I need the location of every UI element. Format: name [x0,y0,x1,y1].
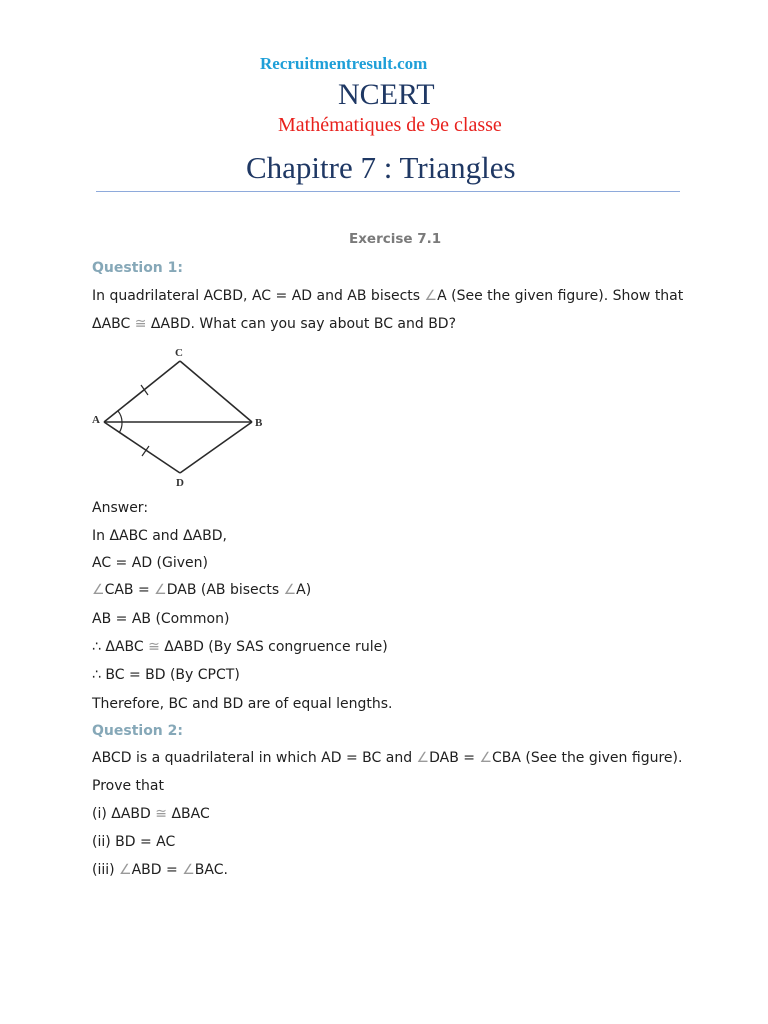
q2-text-segment: ABCD is a quadrilateral in which AD = BC and [92,750,417,766]
q1-text-segment: A (See the given figure). Show that [437,288,684,304]
answer-line-4: AB = AB (Common) [92,611,230,627]
q2-text-segment: (i) ΔABD [92,806,156,822]
answer-line-5 [92,637,388,657]
angle-arc-dab [119,422,122,433]
answer-line-1: In ΔABC and ΔABD, [92,528,227,544]
q1-text-segment: ΔABD. What can you say about BC and BD? [146,316,457,332]
question-1-text-line-2 [92,314,456,334]
q2-text-segment: BAC. [194,862,228,878]
congruent-symbol: ≅ [134,316,147,332]
tick-mark-ac [141,385,148,395]
question-2-text-line-1 [92,748,682,768]
answer-text-segment: ΔABC [100,639,149,655]
q2-text-segment: ΔBAC [167,806,210,822]
answer-text-segment: A) [296,582,312,598]
exercise-title: Exercise 7.1 [349,231,442,247]
question-2-part-1 [92,804,210,824]
question-1-text-line-1 [92,286,683,306]
question-2-text-line-2: Prove that [92,778,164,794]
quadrilateral-acbd-figure [88,340,278,490]
answer-text-segment: CAB = [104,582,155,598]
answer-heading: Answer: [92,500,149,516]
q1-text-segment: In quadrilateral ACBD, AC = AD and AB bisects [92,288,425,304]
question-1-heading: Question 1: [92,260,183,276]
q2-text-segment: DAB = [429,750,480,766]
chapter-title: Chapitre 7 : Triangles [246,150,516,185]
answer-text-segment: BC = BD (By CPCT) [100,667,240,683]
answer-line-7: Therefore, BC and BD are of equal lengths. [92,696,393,712]
vertex-label-a: A [92,414,100,426]
therefore-symbol: ∴ [92,639,101,655]
answer-line-6 [92,665,240,685]
q1-text-segment: ΔABC [92,316,135,332]
q2-text-segment: (iii) [92,862,120,878]
angle-arc-cab [118,411,122,422]
side-bd [180,422,252,473]
answer-line-2: AC = AD (Given) [92,555,208,571]
congruent-symbol: ≅ [155,806,167,822]
question-2-part-2: (ii) BD = AC [92,834,176,850]
congruent-symbol: ≅ [148,639,160,655]
angle-symbol: ∠ [424,288,438,304]
answer-text-segment: ΔABD (By SAS congruence rule) [159,639,388,655]
angle-symbol: ∠ [416,750,430,766]
answer-text-segment: DAB (AB bisects [166,582,284,598]
angle-symbol: ∠ [92,582,105,598]
side-da [104,422,180,473]
angle-symbol: ∠ [182,862,195,878]
vertex-label-b: B [255,417,263,429]
side-cb [180,361,252,422]
angle-symbol: ∠ [119,862,132,878]
angle-symbol: ∠ [154,582,167,598]
therefore-symbol: ∴ [92,667,101,683]
site-name: Recruitmentresult.com [260,54,428,73]
subject-title: Mathématiques de 9e classe [278,114,502,136]
angle-symbol: ∠ [283,582,297,598]
side-ac [104,361,180,422]
series-title: NCERT [338,78,435,111]
angle-symbol: ∠ [479,750,493,766]
figure-svg [88,340,278,490]
question-2-part-3 [92,860,228,880]
q2-text-segment: CBA (See the given figure). [492,750,683,766]
q2-text-segment: ABD = [131,862,183,878]
title-divider [96,191,680,192]
answer-line-3 [92,580,311,600]
vertex-label-c: C [175,347,183,359]
vertex-label-d: D [176,477,184,489]
question-2-heading: Question 2: [92,723,183,739]
